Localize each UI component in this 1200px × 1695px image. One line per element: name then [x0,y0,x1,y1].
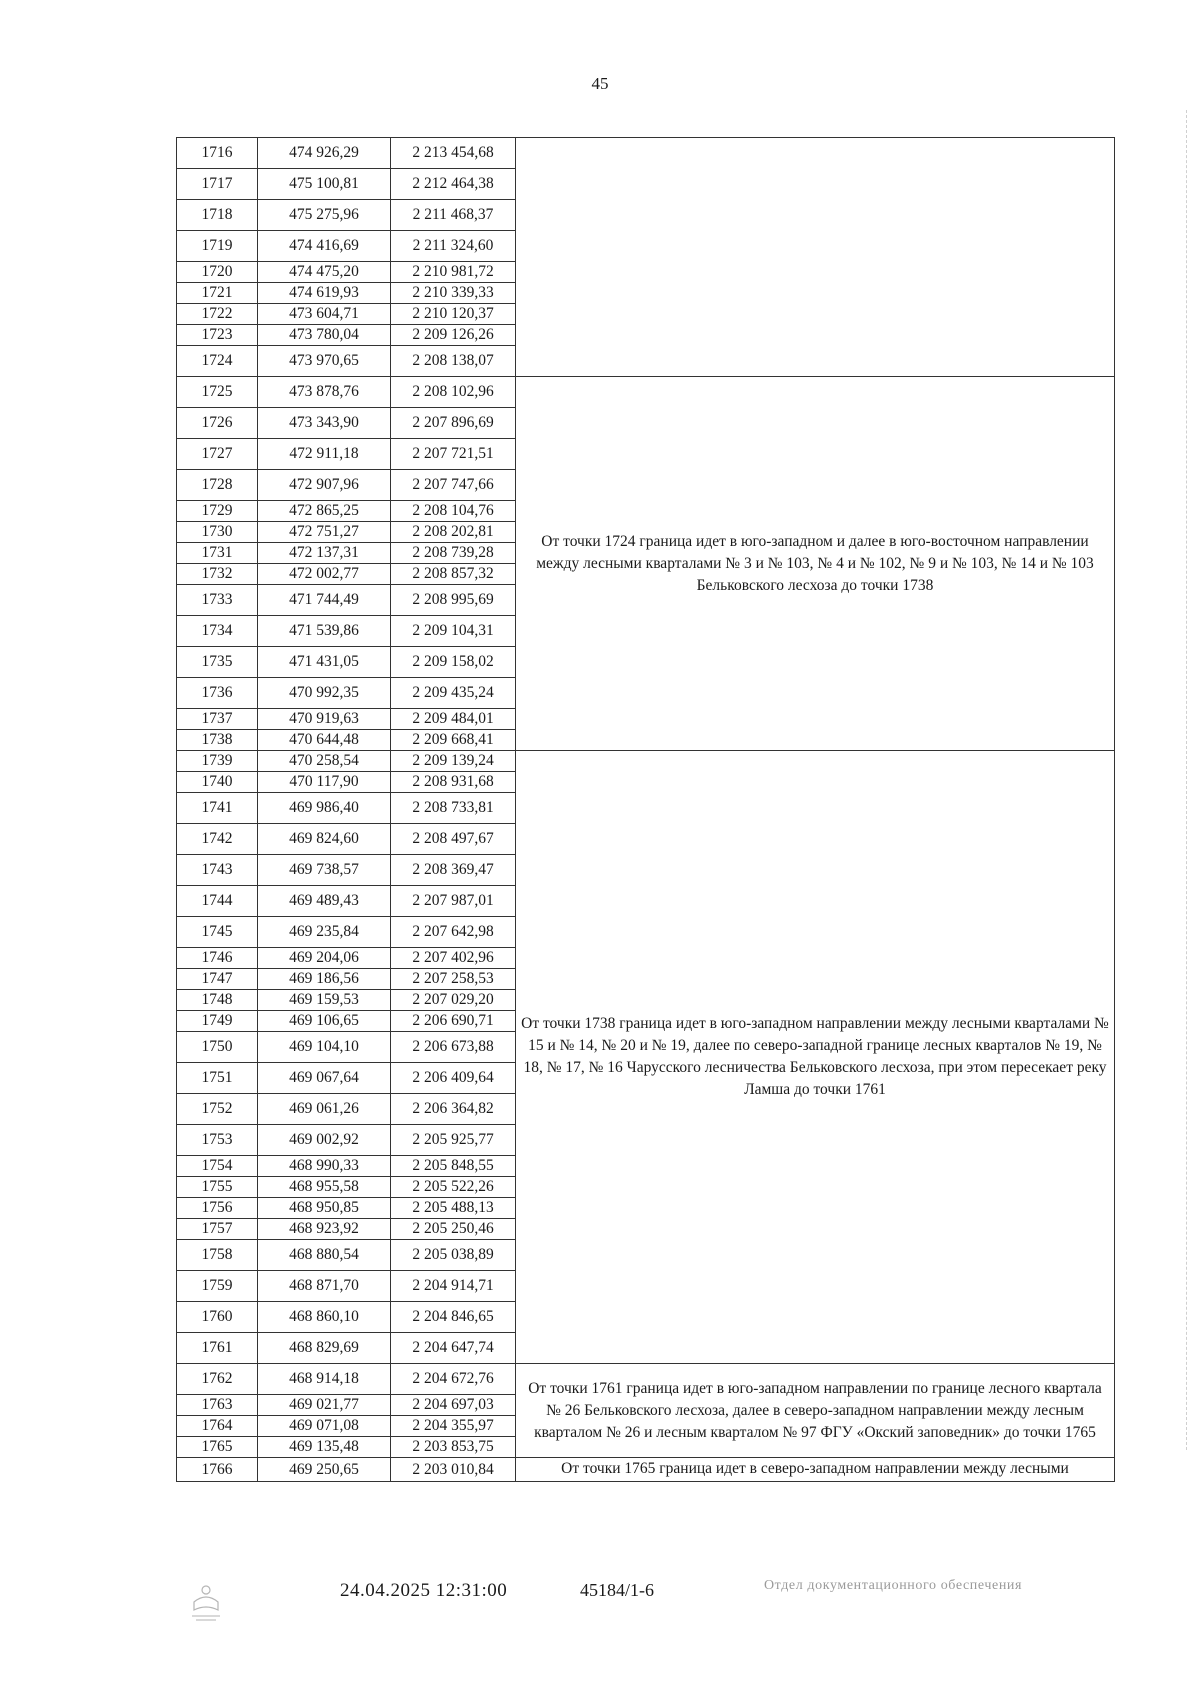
y-coordinate-cell: 2 205 250,46 [391,1219,516,1240]
x-coordinate-cell: 470 992,35 [258,678,391,709]
y-coordinate-cell: 2 208 739,28 [391,543,516,564]
point-number-cell: 1759 [177,1271,258,1302]
point-number-cell: 1739 [177,751,258,772]
y-coordinate-cell: 2 204 914,71 [391,1271,516,1302]
y-coordinate-cell: 2 207 896,69 [391,408,516,439]
point-number-cell: 1758 [177,1240,258,1271]
point-number-cell: 1755 [177,1177,258,1198]
point-number-cell: 1765 [177,1437,258,1458]
x-coordinate-cell: 471 431,05 [258,647,391,678]
point-number-cell: 1746 [177,948,258,969]
y-coordinate-cell: 2 203 010,84 [391,1458,516,1482]
boundary-description-cell: От точки 1724 граница идет в юго-западном и далее в юго-восточном направлении между лесными кварталами № 3 и № 103, № 4 и № 102, № 9 и № 103, № 14 и № 103 Бельковского лесхоза до точки 1738 [516,377,1115,751]
x-coordinate-cell: 468 829,69 [258,1333,391,1364]
x-coordinate-cell: 473 878,76 [258,377,391,408]
table-row [177,377,1115,408]
x-coordinate-cell: 473 343,90 [258,408,391,439]
y-coordinate-cell: 2 208 995,69 [391,585,516,616]
department-stamp: Отдел документационного обеспечения [763,1578,1023,1593]
y-coordinate-cell: 2 210 339,33 [391,283,516,304]
point-number-cell: 1730 [177,522,258,543]
x-coordinate-cell: 469 824,60 [258,824,391,855]
y-coordinate-cell: 2 209 126,26 [391,325,516,346]
y-coordinate-cell: 2 212 464,38 [391,169,516,200]
x-coordinate-cell: 472 907,96 [258,470,391,501]
point-number-cell: 1736 [177,678,258,709]
x-coordinate-cell: 475 275,96 [258,200,391,231]
y-coordinate-cell: 2 204 355,97 [391,1416,516,1437]
x-coordinate-cell: 473 780,04 [258,325,391,346]
y-coordinate-cell: 2 211 324,60 [391,231,516,262]
x-coordinate-cell: 468 880,54 [258,1240,391,1271]
y-coordinate-cell: 2 210 981,72 [391,262,516,283]
table-row [177,1364,1115,1395]
y-coordinate-cell: 2 207 747,66 [391,470,516,501]
y-coordinate-cell: 2 205 925,77 [391,1125,516,1156]
x-coordinate-cell: 468 955,58 [258,1177,391,1198]
y-coordinate-cell: 2 208 733,81 [391,793,516,824]
y-coordinate-cell: 2 205 488,13 [391,1198,516,1219]
y-coordinate-cell: 2 211 468,37 [391,200,516,231]
x-coordinate-cell: 474 619,93 [258,283,391,304]
x-coordinate-cell: 474 475,20 [258,262,391,283]
y-coordinate-cell: 2 213 454,68 [391,138,516,169]
point-number-cell: 1716 [177,138,258,169]
point-number-cell: 1728 [177,470,258,501]
point-number-cell: 1725 [177,377,258,408]
y-coordinate-cell: 2 207 029,20 [391,990,516,1011]
point-number-cell: 1741 [177,793,258,824]
y-coordinate-cell: 2 208 104,76 [391,501,516,522]
point-number-cell: 1719 [177,231,258,262]
x-coordinate-cell: 472 137,31 [258,543,391,564]
x-coordinate-cell: 469 204,06 [258,948,391,969]
y-coordinate-cell: 2 206 364,82 [391,1094,516,1125]
x-coordinate-cell: 472 865,25 [258,501,391,522]
y-coordinate-cell: 2 208 138,07 [391,346,516,377]
x-coordinate-cell: 469 104,10 [258,1032,391,1063]
x-coordinate-cell: 469 071,08 [258,1416,391,1437]
point-number-cell: 1748 [177,990,258,1011]
point-number-cell: 1749 [177,1011,258,1032]
point-number-cell: 1738 [177,730,258,751]
point-number-cell: 1737 [177,709,258,730]
point-number-cell: 1747 [177,969,258,990]
point-number-cell: 1757 [177,1219,258,1240]
x-coordinate-cell: 469 986,40 [258,793,391,824]
point-number-cell: 1734 [177,616,258,647]
y-coordinate-cell: 2 206 673,88 [391,1032,516,1063]
boundary-description-cell: От точки 1765 граница идет в северо-западном направлении между лесными [516,1458,1115,1482]
point-number-cell: 1756 [177,1198,258,1219]
x-coordinate-cell: 472 002,77 [258,564,391,585]
x-coordinate-cell: 468 871,70 [258,1271,391,1302]
point-number-cell: 1762 [177,1364,258,1395]
point-number-cell: 1722 [177,304,258,325]
point-number-cell: 1721 [177,283,258,304]
x-coordinate-cell: 473 970,65 [258,346,391,377]
x-coordinate-cell: 469 186,56 [258,969,391,990]
point-number-cell: 1718 [177,200,258,231]
point-number-cell: 1717 [177,169,258,200]
x-coordinate-cell: 470 644,48 [258,730,391,751]
point-number-cell: 1735 [177,647,258,678]
y-coordinate-cell: 2 205 038,89 [391,1240,516,1271]
point-number-cell: 1761 [177,1333,258,1364]
x-coordinate-cell: 472 911,18 [258,439,391,470]
point-number-cell: 1752 [177,1094,258,1125]
emblem-logo [188,1580,224,1624]
point-number-cell: 1744 [177,886,258,917]
x-coordinate-cell: 474 416,69 [258,231,391,262]
point-number-cell: 1742 [177,824,258,855]
x-coordinate-cell: 469 135,48 [258,1437,391,1458]
y-coordinate-cell: 2 209 104,31 [391,616,516,647]
y-coordinate-cell: 2 204 647,74 [391,1333,516,1364]
y-coordinate-cell: 2 208 497,67 [391,824,516,855]
point-number-cell: 1760 [177,1302,258,1333]
x-coordinate-cell: 469 250,65 [258,1458,391,1482]
y-coordinate-cell: 2 207 987,01 [391,886,516,917]
point-number-cell: 1766 [177,1458,258,1482]
y-coordinate-cell: 2 208 202,81 [391,522,516,543]
point-number-cell: 1723 [177,325,258,346]
y-coordinate-cell: 2 203 853,75 [391,1437,516,1458]
y-coordinate-cell: 2 209 484,01 [391,709,516,730]
point-number-cell: 1764 [177,1416,258,1437]
point-number-cell: 1763 [177,1395,258,1416]
coordinates-table-body [177,138,1115,1482]
x-coordinate-cell: 469 235,84 [258,917,391,948]
y-coordinate-cell: 2 207 642,98 [391,917,516,948]
table-row [177,138,1115,169]
x-coordinate-cell: 470 117,90 [258,772,391,793]
point-number-cell: 1753 [177,1125,258,1156]
y-coordinate-cell: 2 206 690,71 [391,1011,516,1032]
x-coordinate-cell: 468 950,85 [258,1198,391,1219]
y-coordinate-cell: 2 208 857,32 [391,564,516,585]
point-number-cell: 1745 [177,917,258,948]
point-number-cell: 1733 [177,585,258,616]
point-number-cell: 1731 [177,543,258,564]
y-coordinate-cell: 2 207 258,53 [391,969,516,990]
footer-document-number: 45184/1-6 [580,1580,654,1600]
boundary-description-cell: От точки 1738 граница идет в юго-западном направлении между лесными кварталами № 15 и № 14, № 20 и № 19, далее по северо-западной границе лесных кварталов № 19, № 18, № 17, № 16 Чарусского лесничества Бельковского лесхоза, при этом пересекает реку Ламша до точки 1761 [516,751,1115,1364]
boundary-description-cell [516,138,1115,377]
y-coordinate-cell: 2 207 402,96 [391,948,516,969]
x-coordinate-cell: 469 061,26 [258,1094,391,1125]
point-number-cell: 1729 [177,501,258,522]
y-coordinate-cell: 2 209 435,24 [391,678,516,709]
x-coordinate-cell: 471 539,86 [258,616,391,647]
point-number-cell: 1732 [177,564,258,585]
x-coordinate-cell: 469 067,64 [258,1063,391,1094]
scan-edge-line [1186,110,1188,1450]
x-coordinate-cell: 472 751,27 [258,522,391,543]
point-number-cell: 1740 [177,772,258,793]
x-coordinate-cell: 468 923,92 [258,1219,391,1240]
y-coordinate-cell: 2 205 522,26 [391,1177,516,1198]
x-coordinate-cell: 470 919,63 [258,709,391,730]
point-number-cell: 1754 [177,1156,258,1177]
point-number-cell: 1750 [177,1032,258,1063]
x-coordinate-cell: 475 100,81 [258,169,391,200]
x-coordinate-cell: 471 744,49 [258,585,391,616]
x-coordinate-cell: 469 738,57 [258,855,391,886]
y-coordinate-cell: 2 204 672,76 [391,1364,516,1395]
point-number-cell: 1751 [177,1063,258,1094]
y-coordinate-cell: 2 204 846,65 [391,1302,516,1333]
point-number-cell: 1726 [177,408,258,439]
x-coordinate-cell: 469 021,77 [258,1395,391,1416]
x-coordinate-cell: 469 106,65 [258,1011,391,1032]
point-number-cell: 1720 [177,262,258,283]
y-coordinate-cell: 2 209 158,02 [391,647,516,678]
y-coordinate-cell: 2 209 668,41 [391,730,516,751]
y-coordinate-cell: 2 206 409,64 [391,1063,516,1094]
page-number: 45 [591,74,609,93]
y-coordinate-cell: 2 208 369,47 [391,855,516,886]
y-coordinate-cell: 2 208 931,68 [391,772,516,793]
y-coordinate-cell: 2 207 721,51 [391,439,516,470]
x-coordinate-cell: 470 258,54 [258,751,391,772]
x-coordinate-cell: 468 990,33 [258,1156,391,1177]
boundary-description-cell: От точки 1761 граница идет в юго-западном направлении по границе лесного квартала № 26 Бельковского лесхоза, далее в северо-западном направлении между лесным кварталом № 26 и лесным кварталом № 97 ФГУ «Окский заповедник» до точки 1765 [516,1364,1115,1458]
x-coordinate-cell: 469 159,53 [258,990,391,1011]
table-row [177,1458,1115,1482]
x-coordinate-cell: 469 489,43 [258,886,391,917]
y-coordinate-cell: 2 208 102,96 [391,377,516,408]
x-coordinate-cell: 468 914,18 [258,1364,391,1395]
y-coordinate-cell: 2 205 848,55 [391,1156,516,1177]
point-number-cell: 1743 [177,855,258,886]
table-row [177,751,1115,772]
y-coordinate-cell: 2 210 120,37 [391,304,516,325]
point-number-cell: 1727 [177,439,258,470]
point-number-cell: 1724 [177,346,258,377]
footer-timestamp: 24.04.2025 12:31:00 [340,1580,508,1601]
y-coordinate-cell: 2 204 697,03 [391,1395,516,1416]
x-coordinate-cell: 469 002,92 [258,1125,391,1156]
coordinates-table [176,137,1115,1482]
x-coordinate-cell: 474 926,29 [258,138,391,169]
x-coordinate-cell: 473 604,71 [258,304,391,325]
x-coordinate-cell: 468 860,10 [258,1302,391,1333]
y-coordinate-cell: 2 209 139,24 [391,751,516,772]
